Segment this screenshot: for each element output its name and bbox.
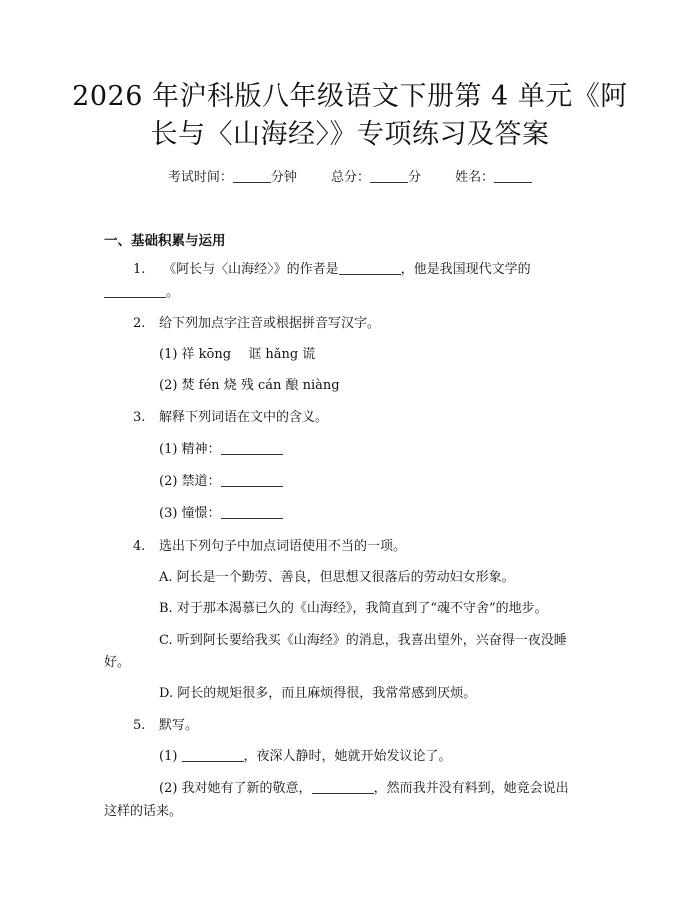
sub-question-text: (2) 禁道： [159, 474, 221, 489]
sub-question-text: (1) 精神： [159, 442, 221, 457]
question-text: 给下列加点字注音或根据拼音写汉字。 [159, 316, 381, 331]
sub-question-text: (3) 憧憬： [159, 506, 221, 521]
question-2 [133, 314, 380, 334]
question-number: 3. [133, 410, 146, 425]
section-heading: 一、基础积累与运用 [104, 233, 226, 249]
title-line-1: 2026 年沪科版八年级语文下册第 4 单元《阿 [72, 81, 628, 112]
option-a: A. 阿长是一个勤劳、善良，但思想又很落后的劳动妇女形象。 [159, 570, 515, 585]
question-5 [133, 716, 198, 736]
question-1-cont [104, 283, 179, 303]
question-text: ，他是我国现代文学的 [400, 262, 531, 277]
name-blank [494, 168, 532, 183]
question-3-sub-3 [159, 504, 283, 524]
sub-question-text: (2) 我对她有了新的敬意， [159, 781, 312, 796]
sub-question-text: (1) [159, 749, 182, 764]
answer-blank [339, 260, 401, 275]
sub-question-text: ，然而我并没有料到，她竟会说出 [373, 781, 569, 796]
question-5-sub-2 [159, 779, 569, 799]
question-5-sub-1 [159, 747, 452, 767]
question-2-sub-2: (2) 焚 fén 烧 残 cán 酿 niàng [159, 378, 340, 393]
question-number: 1. [133, 262, 146, 277]
answer-blank [221, 440, 283, 455]
option-c-cont: 好。 [104, 655, 131, 670]
question-number: 2. [133, 316, 146, 331]
answer-blank [312, 779, 374, 794]
answer-blank [182, 747, 244, 762]
title-line-2: 长与〈山海经〉》专项练习及答案 [150, 119, 550, 150]
question-text: 解释下列词语在文中的含义。 [159, 410, 329, 425]
name-label: 姓名： [455, 170, 495, 185]
question-text: 默写。 [159, 718, 199, 733]
question-2-sub-1: (1) 祥 kōng 诓 hǎng 谎 [159, 347, 316, 362]
exam-info [0, 168, 700, 188]
question-3-sub-1 [159, 440, 283, 460]
question-number: 5. [133, 718, 146, 733]
answer-blank [104, 283, 166, 298]
sub-question-text: ，夜深人静时，她就开始发议论了。 [243, 749, 452, 764]
answer-blank [221, 504, 283, 519]
question-1 [133, 260, 531, 280]
score-label: 总分： [330, 170, 370, 185]
score-unit: 分 [408, 170, 422, 185]
question-4 [133, 537, 406, 557]
question-5-sub-2-cont: 这样的话来。 [104, 804, 183, 819]
question-3-sub-2 [159, 472, 283, 492]
question-text: 《阿长与〈山海经〉》的作者是 [163, 262, 339, 277]
time-blank [233, 168, 271, 183]
option-c: C. 听到阿长要给我买《山海经》的消息，我喜出望外，兴奋得一夜没睡 [159, 633, 567, 648]
question-number: 4. [133, 539, 146, 554]
answer-blank [221, 472, 283, 487]
question-text: 选出下列句子中加点词语使用不当的一项。 [159, 539, 407, 554]
score-blank [370, 168, 408, 183]
option-d: D. 阿长的规矩很多，而且麻烦得很，我常常感到厌烦。 [159, 686, 477, 701]
option-b: B. 对于那本渴慕已久的《山海经》，我简直到了“魂不守舍”的地步。 [159, 601, 548, 616]
page-title [60, 78, 640, 154]
time-label: 考试时间： [167, 170, 233, 185]
question-3 [133, 408, 328, 428]
time-unit: 分钟 [270, 170, 297, 185]
question-text: 。 [166, 285, 180, 300]
